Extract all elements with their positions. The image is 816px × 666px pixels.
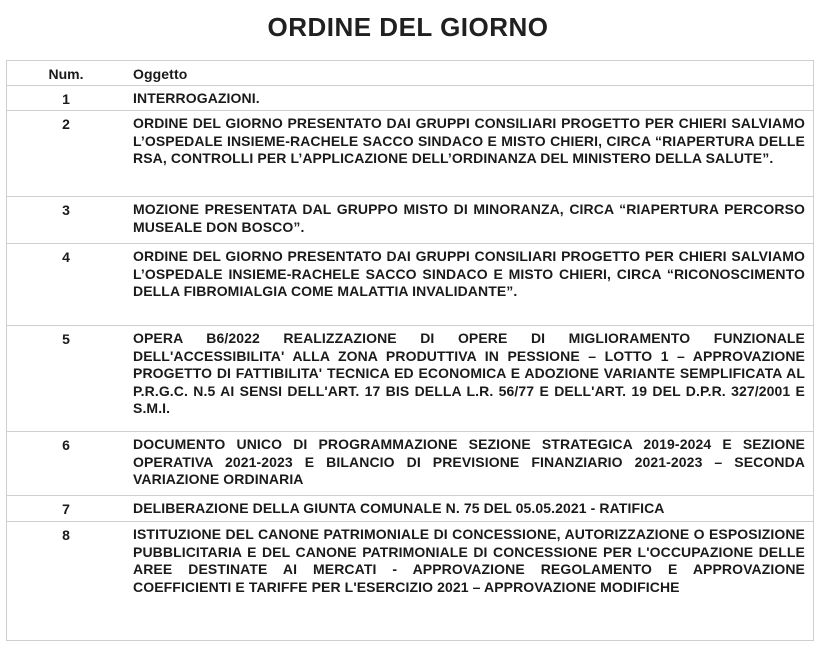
- page-title: ORDINE DEL GIORNO: [267, 12, 549, 42]
- table-row: [7, 326, 813, 432]
- table-row: [7, 86, 813, 111]
- column-header-num: Num.: [48, 66, 84, 82]
- item-number: 5: [62, 331, 70, 347]
- item-subject: OPERA B6/2022 REALIZZAZIONE DI OPERE DI MIGLIORAMENTO FUNZIONALE DELL'ACCESSIBILITA' ALLA ZONA PRODUTTIVA IN PESSIONE – LOTTO 1 – APPROVAZIONE PROGETTO DI FATTIBILITA' TECNICA ED ECONOMICA E ADOZIONE VARIANTE SEMPLIFICATA AL P.R.G.C. N.5 AI SENSI DELL'ART. 17 BIS DELLA L.R. 56/77 E DELL'ART. 19 DEL D.P.R. 327/2001 E S.M.I.: [133, 330, 805, 416]
- item-number: 6: [62, 437, 70, 453]
- column-header-subject: Oggetto: [133, 66, 188, 82]
- table-row: [7, 111, 813, 197]
- table-row: [7, 522, 813, 640]
- table-header-row: [7, 61, 813, 86]
- item-subject: ISTITUZIONE DEL CANONE PATRIMONIALE DI CONCESSIONE, AUTORIZZAZIONE O ESPOSIZIONE PUBBLICITARIA E DEL CANONE PATRIMONIALE DI CONCESSIONE PER L'OCCUPAZIONE DELLE AREE DESTINATE AI MERCATI - APPROVAZIONE REGOLAMENTO E APPROVAZIONE COEFFICIENTI E TARIFFE PER L'ESERCIZIO 2021 – APPROVAZIONE MODIFICHE: [133, 526, 805, 595]
- item-number: 1: [62, 91, 70, 107]
- table-row: [7, 496, 813, 522]
- item-subject: DOCUMENTO UNICO DI PROGRAMMAZIONE SEZIONE STRATEGICA 2019-2024 E SEZIONE OPERATIVA 2021-2023 E BILANCIO DI PREVISIONE FINANZIARIO 2021-2023 – SECONDA VARIAZIONE ORDINARIA: [133, 436, 805, 487]
- item-subject: ORDINE DEL GIORNO PRESENTATO DAI GRUPPI CONSILIARI PROGETTO PER CHIERI SALVIAMO L’OSPEDALE INSIEME-RACHELE SACCO SINDACO E MISTO CHIERI, CIRCA “RICONOSCIMENTO DELLA FIBROMIALGIA COME MALATTIA INVALIDANTE”.: [133, 248, 805, 299]
- item-subject: DELIBERAZIONE DELLA GIUNTA COMUNALE N. 75 DEL 05.05.2021 - RATIFICA: [133, 500, 665, 516]
- item-number: 4: [62, 249, 70, 265]
- table-row: [7, 432, 813, 496]
- item-number: 8: [62, 527, 70, 543]
- item-subject: MOZIONE PRESENTATA DAL GRUPPO MISTO DI MINORANZA, CIRCA “RIAPERTURA PERCORSO MUSEALE DON BOSCO”.: [133, 201, 805, 235]
- item-subject: INTERROGAZIONI.: [133, 90, 260, 106]
- table-row: [7, 244, 813, 326]
- item-subject: ORDINE DEL GIORNO PRESENTATO DAI GRUPPI CONSILIARI PROGETTO PER CHIERI SALVIAMO L’OSPEDALE INSIEME-RACHELE SACCO SINDACO E MISTO CHIERI, CIRCA “RIAPERTURA DELLE RSA, CONTROLLI PER L’APPLICAZIONE DELL’ORDINANZA DEL MINISTERO DELLA SALUTE”.: [133, 115, 805, 166]
- agenda-table: [6, 60, 814, 641]
- table-row: [7, 197, 813, 244]
- item-number: 2: [62, 116, 70, 132]
- item-number: 3: [62, 202, 70, 218]
- item-number: 7: [62, 501, 70, 517]
